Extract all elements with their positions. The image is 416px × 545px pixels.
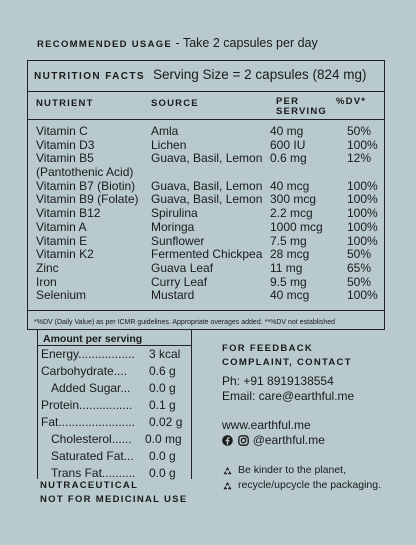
nutraceutical-note: NUTRACEUTICAL: [40, 480, 139, 491]
amount-cell: 0.6 mg: [270, 151, 307, 166]
table-row: [28, 289, 384, 303]
nutrition-facts-header: [34, 67, 366, 82]
source-cell: Amla: [151, 124, 179, 138]
recommended-usage: [37, 36, 318, 50]
amount-cell: 9.5 mg: [270, 274, 307, 289]
source-cell: Mustard: [151, 288, 195, 303]
nutrient-cell: Vitamin E: [36, 233, 88, 248]
nutrition-label: Saturated Fat...: [51, 449, 134, 463]
table-row: [28, 262, 384, 276]
nutrition-row: [41, 347, 191, 361]
divider: [28, 91, 384, 92]
facebook-icon: [222, 435, 233, 446]
nutrient-column-header: NUTRIENT: [36, 98, 94, 109]
nutrition-row: [41, 364, 191, 378]
table-row: [28, 193, 384, 207]
not-medicinal-note: NOT FOR MEDICINAL USE: [40, 494, 188, 505]
nutrition-label: Trans Fat..........: [51, 466, 136, 480]
amount-cell: 40 mcg: [270, 288, 310, 303]
dv-cell: 100%: [347, 206, 378, 221]
dv-cell: 65%: [347, 260, 372, 275]
amount-cell: 300 mcg: [270, 192, 317, 207]
nutrition-row: [51, 449, 201, 463]
amount-cell: 40 mcg: [270, 178, 310, 193]
table-row: [28, 248, 384, 262]
dv-cell: 100%: [347, 219, 378, 234]
amount-cell: 600 IU: [270, 137, 306, 152]
nutrient-cell: Vitamin A: [36, 219, 87, 234]
nutrition-row: [41, 398, 191, 412]
eco-line2: recycle/upcycle the packaging.: [238, 479, 381, 491]
table-row: [28, 166, 384, 180]
table-row: [28, 125, 384, 139]
nutrient-cell: Zinc: [36, 260, 59, 275]
source-cell: Moringa: [151, 219, 195, 234]
nutrition-value: 0.0 g: [149, 466, 176, 480]
nutrition-value: 0.0 g: [149, 449, 176, 463]
source-column-header: SOURCE: [151, 98, 199, 109]
feedback-line2: COMPLAINT, CONTACT: [222, 357, 352, 368]
dv-cell: 100%: [347, 137, 378, 152]
nutrition-value: 0.0 mg: [145, 432, 182, 446]
nutrition-row: [51, 432, 201, 446]
social-handle-row: [222, 433, 325, 447]
per-serving-line2: SERVING: [276, 106, 327, 117]
nutrition-label: Fat.......................: [41, 415, 136, 429]
amount-cell: 1000 mcg: [270, 219, 323, 234]
nutrient-table: [28, 125, 384, 303]
nutrition-value: 0.6 g: [149, 364, 176, 378]
amount-cell: 40 mg: [270, 124, 304, 138]
source-cell: Guava Leaf: [151, 260, 214, 275]
nutrient-cell: Vitamin B7 (Biotin): [36, 178, 136, 193]
nutrient-cell: Vitamin K2: [36, 247, 94, 262]
instagram-icon: [238, 435, 249, 446]
nutrient-cell: Vitamin B9 (Folate): [36, 192, 139, 207]
feedback-line1: FOR FEEDBACK: [222, 343, 314, 354]
nutrient-cell: Vitamin B12: [36, 206, 101, 221]
nutrition-value: 0.1 g: [149, 398, 176, 412]
nutrient-cell: Vitamin C: [36, 124, 88, 138]
dv-cell: 50%: [347, 124, 372, 138]
table-row: [28, 139, 384, 153]
table-row: [28, 152, 384, 166]
source-cell: Guava, Basil, Lemon: [151, 192, 263, 207]
nutrition-value: 0.02 g: [149, 415, 183, 429]
amount-cell: 11 mg: [270, 260, 303, 275]
nutrition-label: Carbohydrate....: [41, 364, 128, 378]
per-serving-column-header: [276, 97, 327, 117]
feedback-heading: [222, 342, 352, 370]
email-address: Email: care@earthful.me: [222, 389, 355, 403]
usage-text: - Take 2 capsules per day: [172, 36, 318, 50]
source-cell: Spirulina: [151, 206, 198, 221]
source-cell: Guava, Basil, Lemon: [151, 151, 263, 166]
table-row: [28, 235, 384, 249]
dv-column-header: %DV*: [336, 96, 367, 107]
nutrient-cell: (Pantothenic Acid): [36, 165, 134, 180]
amount-cell: 2.2 mcg: [270, 206, 313, 221]
dv-cell: 100%: [347, 288, 378, 303]
source-cell: Fermented Chickpea: [151, 247, 263, 262]
nutrition-label: Added Sugar...: [51, 381, 131, 395]
nutrient-cell: Vitamin B5: [36, 151, 94, 166]
nutrition-value: 0.0 g: [149, 381, 176, 395]
source-cell: Curry Leaf: [151, 274, 208, 289]
nutrition-row: [41, 415, 191, 429]
dv-cell: 100%: [347, 178, 378, 193]
table-row: [28, 207, 384, 221]
divider: [28, 310, 384, 311]
social-handle: @earthful.me: [252, 433, 325, 447]
table-row: [28, 276, 384, 290]
table-row: [28, 221, 384, 235]
divider: [28, 119, 384, 120]
source-cell: Guava, Basil, Lemon: [151, 178, 263, 193]
website: www.earthful.me: [222, 418, 311, 432]
amount-title: Amount per serving: [43, 333, 143, 345]
dv-cell: 100%: [347, 233, 378, 248]
amount-cell: 28 mcg: [270, 247, 310, 262]
nutrition-label: Energy.................: [41, 347, 135, 361]
recycle-icon: [222, 466, 233, 477]
source-cell: Sunflower: [151, 233, 205, 248]
serving-size: Serving Size = 2 capsules (824 mg): [153, 67, 367, 82]
source-cell: Lichen: [151, 137, 187, 152]
nutrient-cell: Vitamin D3: [36, 137, 95, 152]
footnote: *%DV (Daily Value) as per ICMR guidelines. Appropriate overages added. **%DV not established: [34, 319, 336, 326]
nutrition-facts-panel: [27, 60, 385, 330]
nutrition-value: 3 kcal: [149, 347, 181, 361]
nutrition-row: [51, 381, 201, 395]
usage-label: RECOMMENDED USAGE: [37, 39, 173, 50]
divider: [38, 345, 191, 346]
dv-cell: 100%: [347, 192, 378, 207]
nutrient-cell: Iron: [36, 274, 57, 289]
amount-per-serving-box: [37, 330, 192, 479]
nutrition-label: Cholesterol......: [51, 432, 132, 446]
nutrient-cell: Selenium: [36, 288, 87, 303]
dv-cell: 12%: [347, 151, 372, 166]
dv-cell: 50%: [347, 247, 372, 262]
per-serving-line1: PER: [276, 96, 300, 107]
phone-number: Ph: +91 8919138554: [222, 374, 334, 388]
eco-line1: Be kinder to the planet,: [238, 464, 346, 476]
nutrition-facts-label: NUTRITION FACTS: [34, 71, 145, 82]
nutrition-label: Protein................: [41, 398, 133, 412]
recycle-icon-2: [222, 481, 233, 492]
amount-cell: 7.5 mg: [270, 233, 307, 248]
table-row: [28, 180, 384, 194]
dv-cell: 50%: [347, 274, 372, 289]
nutrition-row: [51, 466, 201, 480]
